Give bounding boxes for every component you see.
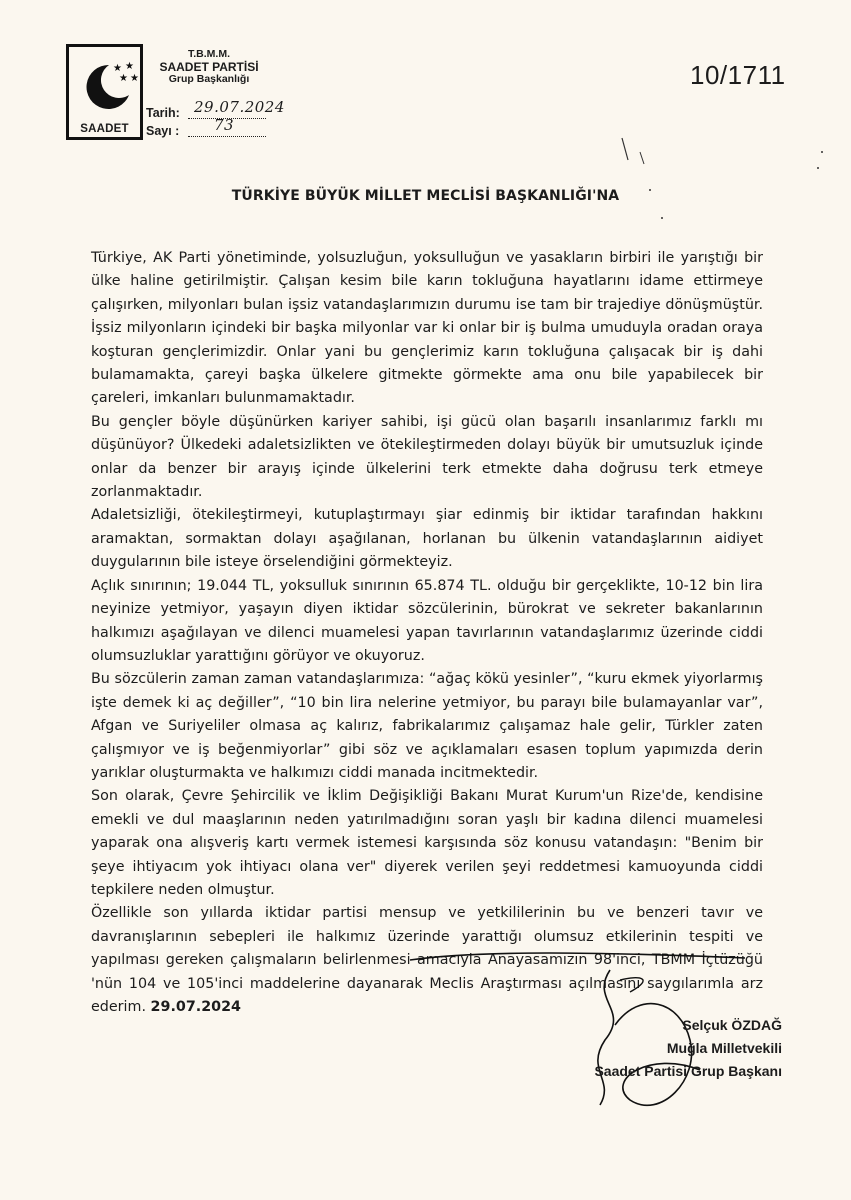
paper-specks — [600, 130, 830, 240]
stamp-line-2: SAADET PARTİSİ — [159, 59, 259, 74]
svg-text:★: ★ — [130, 73, 139, 84]
document-number: 10/1711 — [690, 60, 786, 90]
paragraph-7-text: Özellikle son yıllarda iktidar partisi mensup ve yetkililerinin bu ve benzeri tavır ve davranışlarının sebepleri ile halkımız üzerinde yarattığı olumsuz etkilerinin tespiti ve yapılması gereken çalışmaların belirlenmesi amacıyla Anayasamızın 98'inci, TBMM İçtüzüğü 'nün 104 ve 105'inci maddelerine dayanarak Meclis Araştırması açılmasını saygılarımla arz ederim. — [91, 905, 763, 1015]
stamp-number-dots — [188, 136, 266, 137]
crescent-stars-icon — [75, 51, 141, 119]
stamp-number-label: Sayı : — [146, 124, 180, 138]
svg-text:★: ★ — [113, 63, 122, 74]
signature-block — [590, 1003, 820, 1118]
stamp-logo-text: SAADET — [80, 123, 129, 135]
paragraph-6: Son olarak, Çevre Şehircilik ve İklim Değişikliği Bakanı Murat Kurum'un Rize'de, kendisine emekli ve dul maaşlarının neden yatırılmadığını soran yaşlı bir kadına dilenci muamelesi yaparak ona alışveriş kartı vermek istemesi karşısında söz konusu vatandaşın: "Benim bir şeye ihtiyacım yok ihtiyacı olana ver" diyerek verilen şeyi reddetmesi kamuoyunda ciddi tepkilere neden olmuştur. — [91, 788, 763, 898]
party-stamp — [66, 44, 285, 144]
stamp-number-field — [146, 116, 235, 138]
signer-name: Selçuk ÖZDAĞ — [682, 1017, 782, 1033]
stamp-header — [144, 48, 274, 86]
stamp-line-1: T.B.M.M. — [188, 48, 230, 60]
stamp-line-3: Grup Başkanlığı — [168, 73, 250, 85]
document-title: TÜRKİYE BÜYÜK MİLLET MECLİSİ BAŞKANLIĞI'NA — [231, 188, 620, 204]
document-body — [91, 247, 763, 1019]
stamp-date-value: 29.07.2024 — [194, 98, 285, 116]
svg-text:★: ★ — [119, 73, 128, 84]
stamp-date-label: Tarih: — [146, 106, 180, 120]
paragraph-4: Açlık sınırının; 19.044 TL, yoksulluk sınırının 65.874 TL. olduğu bir gerçeklikte, 10-12 bin lira neyinize yetmiyor, yaşayın diyen iktidar sözcülerinin, bürokrat ve sekreter bakanlarının halkımızı aşağılayan ve dilenci muamelesi yapan tavırlarının vatandaşlarımız üzerinde ciddi olumsuzluklar yarattığını görüyor ve okuyoruz. — [91, 577, 763, 664]
paragraph-1: Türkiye, AK Parti yönetiminde, yolsuzluğun, yoksulluğun ve yasakların birbiri ile yarıştığı bir ülke haline getirilmiştir. Çalışan kesim bile karın tokluğuna hayatlarını idame ettirmeye çalışırken, milyonları bulan işsiz vatandaşlarımızın durumu ise tam bir trajediye dönüşmüştür. İşsiz milyonların içindeki bir başka milyonlar var ki onlar bir iş bulma umuduyla oradan oraya koşturan gençlerimizdir. Onlar yani bu gençlerimiz karın tokluğuna çalışacak bir iş dahi bulamamakta, çareyi başka ülkelere gitmekte görmekte ama onu bile yapabilecek bir çareleri, imkanları bulunmamaktadır. — [91, 250, 763, 407]
paragraph-5: Bu sözcülerin zaman zaman vatandaşlarımıza: “ağaç kökü yesinler”, “kuru ekmek yiyorlarmış işte demek ki aç değiller”, “10 bin lira nelerine yetmiyor, bu parayı bile bulamayanlar var”, Afgan ve Suriyeliler olmasa aç kalırız, fabrikalarımız çalışamaz hale gelir, Türkler zaten çalışmıyor ve iş beğenmiyorlar” gibi söz ve açıklamaları esasen toplum yapımızda derin yarıklar oluşturmakta ve halkımızı ciddi manada incitmektedir. — [91, 671, 763, 781]
stamp-date-field — [146, 98, 285, 120]
paragraph-2: Bu gençler böyle düşünürken kariyer sahibi, işi gücü olan başarılı insanlarımız farklı mı düşünüyor? Ülkedeki adaletsizlikten ve ötekileştirmeden dolayı büyük bir umutsuzluk içinde onlar da benzer bir arayış içinde ülkelerini terk etmekte daha doğrusu terk etmeye zorlanmaktadır. — [91, 413, 763, 501]
signer-role-2: Saadet Partisi Grup Başkanı — [594, 1063, 782, 1079]
closing-date: 29.07.2024 — [150, 999, 241, 1015]
stamp-number-value: 73 — [214, 116, 235, 134]
paragraph-3: Adaletsizliği, ötekileştirmeyi, kutuplaştırmayı şiar edinmiş bir iktidar tarafından hakkını aramaktan, sormaktan dolayı aşağılanan, horlanan bu ülkenin vatandaşlarının aidiyet duygularının bile isteye örselendiğini görmekteyiz. — [91, 507, 763, 571]
signer-role-1: Muğla Milletvekili — [666, 1040, 782, 1056]
party-logo — [66, 44, 143, 140]
svg-text:★: ★ — [125, 61, 134, 72]
